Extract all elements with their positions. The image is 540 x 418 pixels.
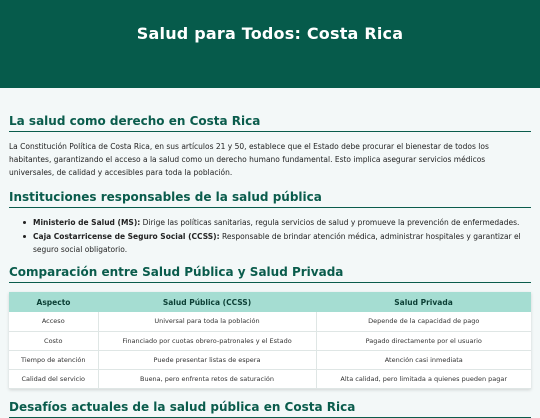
list-item-ccss — [23, 230, 531, 256]
institution-description: Responsable de brindar atención médica, administrar hospitales y garantizar el seguro social obligatorio. — [33, 232, 521, 254]
column-header-aspecto: Aspecto — [9, 292, 98, 312]
institution-name: Caja Costarricense de Seguro Social (CCSS): — [33, 232, 220, 241]
section-comparacion — [9, 265, 531, 389]
table-cell: Tiempo de atención — [9, 350, 98, 369]
table-cell: Costo — [9, 331, 98, 350]
section-heading-derecho: La salud como derecho en Costa Rica — [9, 114, 531, 132]
table-cell: Pagado directamente por el usuario — [316, 331, 531, 350]
page-title: Salud para Todos: Costa Rica — [136, 24, 404, 43]
section-instituciones — [9, 190, 531, 256]
table-row — [9, 350, 531, 369]
table-cell: Financiado por cuotas obrero-patronales y el Estado — [98, 331, 316, 350]
derecho-paragraph: La Constitución Política de Costa Rica, en sus artículos 21 y 50, establece que el Estado debe procurar el bienestar de todos los habitantes, garantizando el acceso a la salud como un derecho humano fundamental. Esto implica asegurar servicios médicos universales, de calidad y accesibles para toda la población. — [9, 142, 489, 177]
table-cell: Depende de la capacidad de pago — [316, 312, 531, 331]
section-heading-instituciones: Instituciones responsables de la salud pública — [9, 190, 531, 208]
comparison-table — [9, 292, 531, 389]
table-cell: Universal para toda la población — [98, 312, 316, 331]
section-heading-comparacion: Comparación entre Salud Pública y Salud Privada — [9, 265, 531, 283]
section-heading-desafios: Desafíos actuales de la salud pública en Costa Rica — [9, 400, 531, 418]
section-derecho — [9, 114, 531, 179]
page-subtitle — [0, 54, 540, 63]
table-cell: Acceso — [9, 312, 98, 331]
table-cell: Atención casi inmediata — [316, 350, 531, 369]
table-header-row — [9, 292, 531, 312]
institution-name: Ministerio de Salud (MS): — [33, 218, 141, 227]
table-cell: Puede presentar listas de espera — [98, 350, 316, 369]
institution-description: Dirige las políticas sanitarias, regula servicios de salud y promueve la prevención de enfermedades. — [140, 218, 520, 227]
table-row — [9, 331, 531, 350]
list-item-ministerio — [23, 216, 531, 229]
table-row — [9, 369, 531, 388]
column-header-publica: Salud Pública (CCSS) — [98, 292, 316, 312]
table-cell: Alta calidad, pero limitada a quienes pueden pagar — [316, 369, 531, 388]
page-header — [0, 0, 540, 88]
main-content — [0, 114, 540, 418]
table-cell: Buena, pero enfrenta retos de saturación — [98, 369, 316, 388]
column-header-privada: Salud Privada — [316, 292, 531, 312]
instituciones-list — [9, 216, 531, 256]
table-cell: Calidad del servicio — [9, 369, 98, 388]
section-desafios — [9, 400, 531, 418]
table-row — [9, 312, 531, 331]
